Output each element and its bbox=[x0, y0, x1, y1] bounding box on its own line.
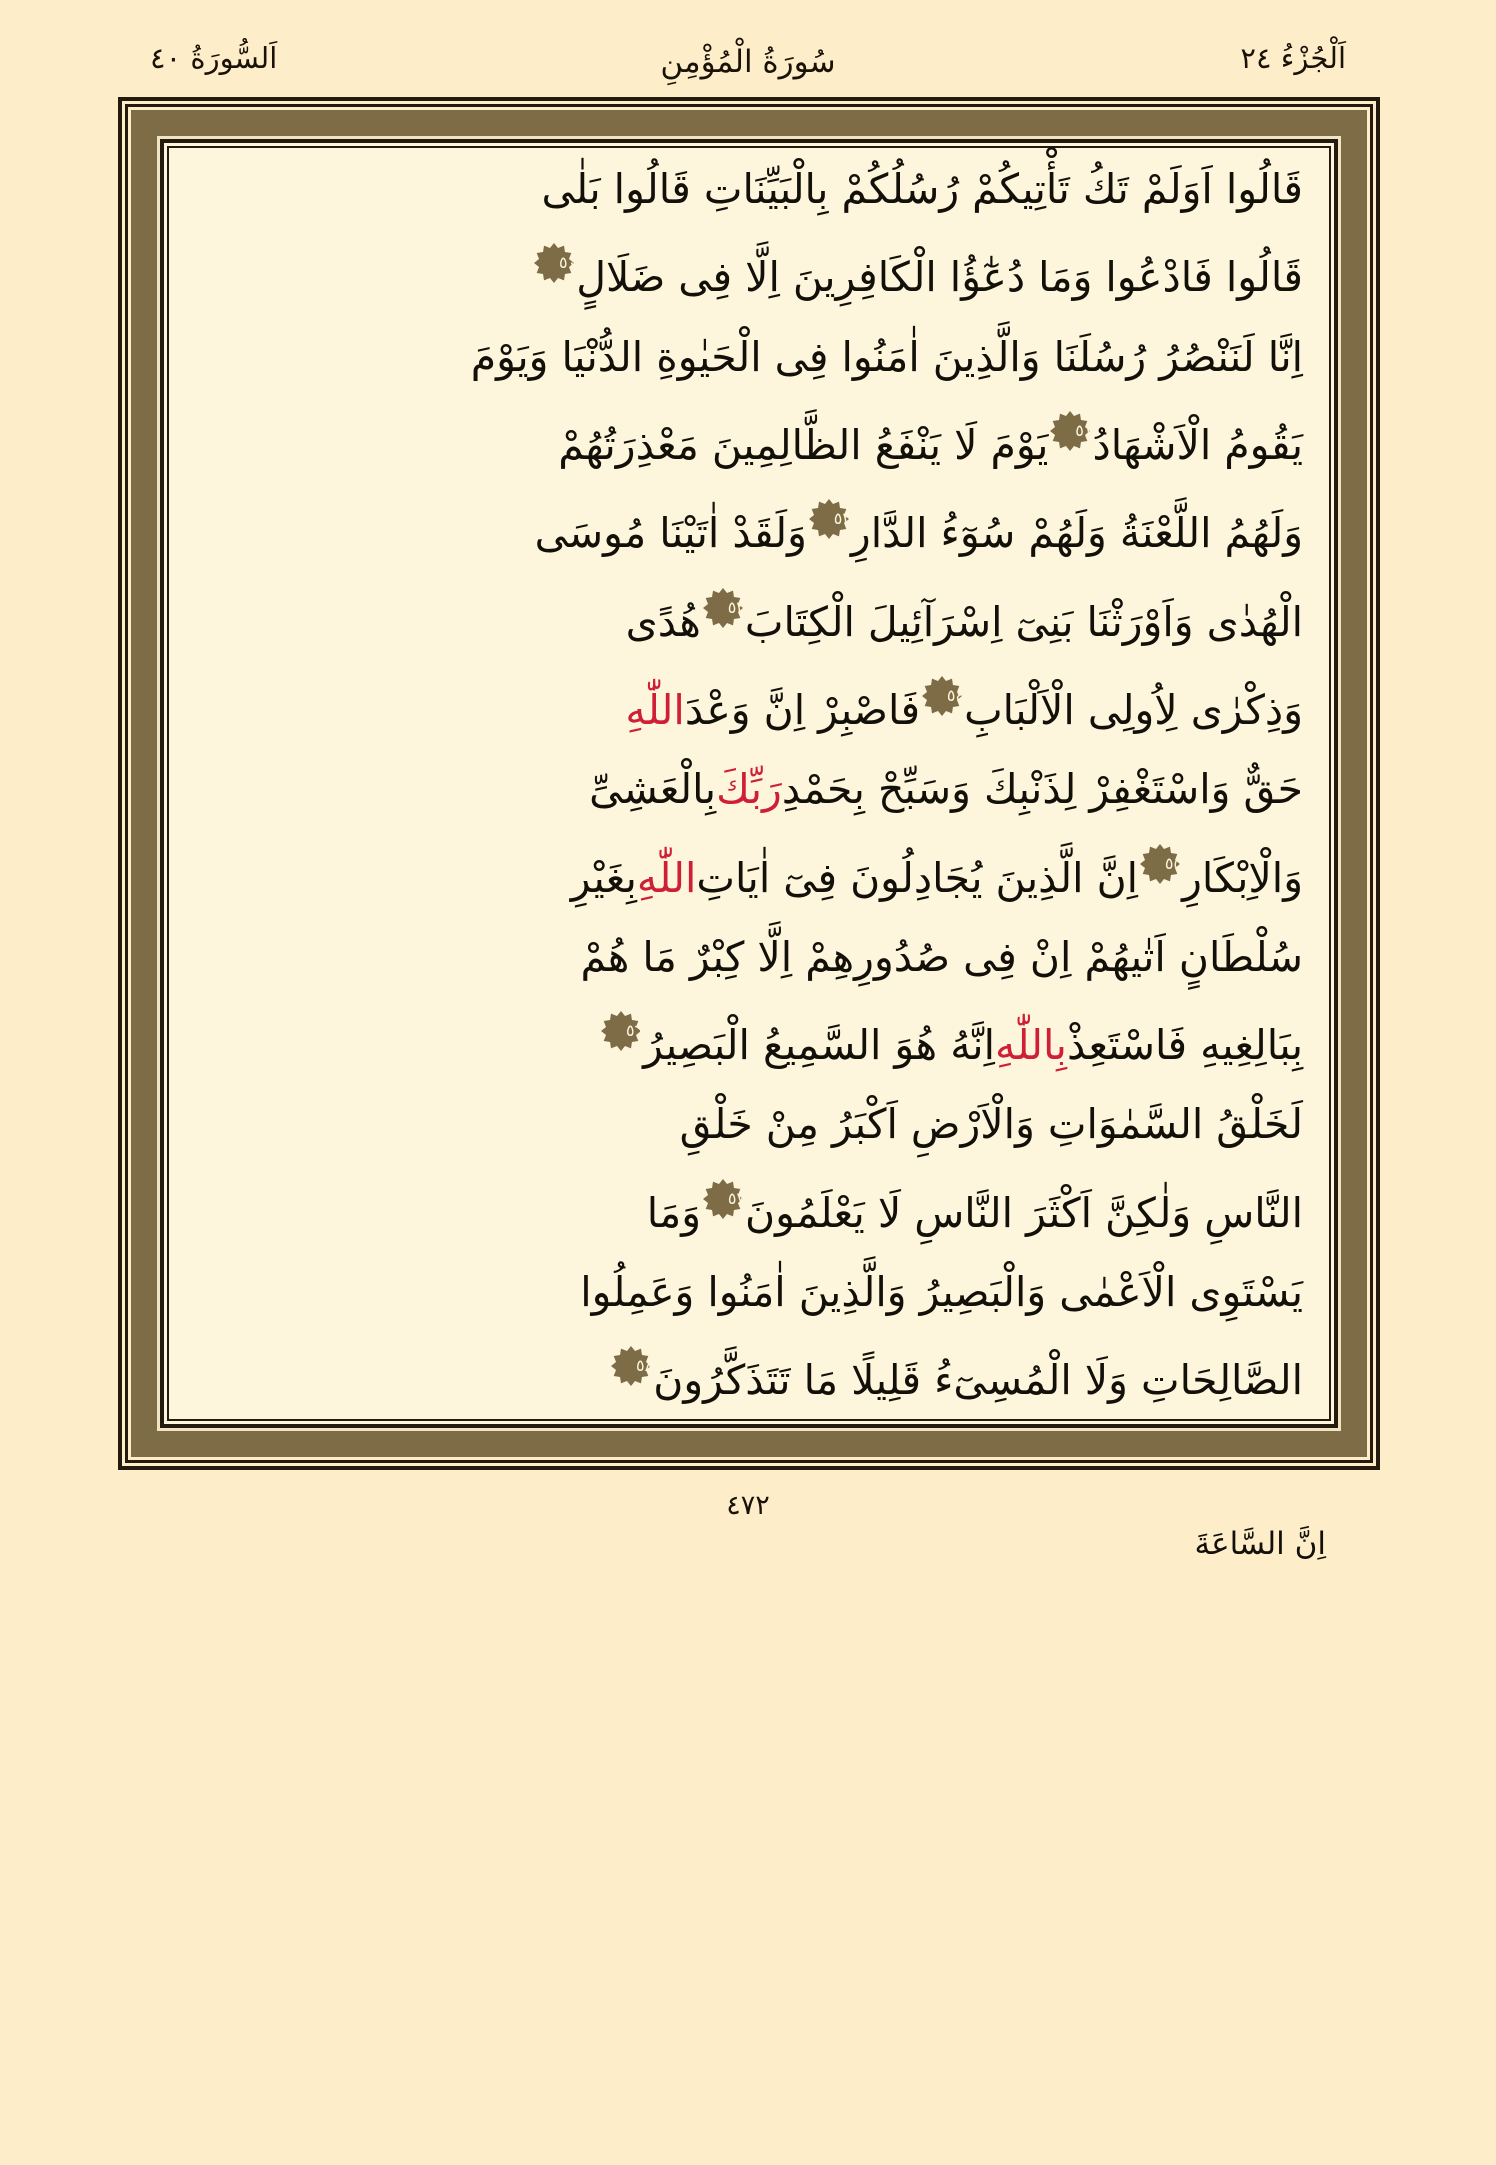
quran-text-segment: يَقُومُ الْاَشْهَادُ bbox=[1092, 420, 1303, 469]
ayah-number-marker bbox=[532, 247, 576, 291]
quran-line bbox=[195, 165, 1303, 213]
ayah-number-marker bbox=[1138, 848, 1182, 892]
quran-text-segment: قَالُوا فَادْعُوا وَمَا دُعٰٓؤُا الْكَافِرِينَ اِلَّا فِى ضَلَالٍ bbox=[576, 253, 1303, 302]
page-frame-band bbox=[131, 110, 1367, 1457]
ayah-number-text: ٥٨ bbox=[636, 1356, 654, 1376]
page-frame-highlight bbox=[157, 136, 1341, 1431]
quran-text-segment: اِنَّهُ هُوَ السَّمِيعُ الْبَصِيرُ bbox=[643, 1021, 995, 1070]
surah-number-label: اَلسُّورَةُ ٤٠ bbox=[150, 41, 278, 75]
quran-word-emphasis: بِاللّٰهِ bbox=[994, 1021, 1067, 1070]
quran-line bbox=[195, 765, 1303, 814]
quran-text-segment: قَالُوا اَوَلَمْ تَكُ تَأْتِيكُمْ رُسُلُكُمْ بِالْبَيِّنَاتِ قَالُوا بَلٰى bbox=[541, 165, 1303, 213]
quran-text-segment: بِبَالِغِيهِ فَاسْتَعِذْ bbox=[1066, 1021, 1303, 1070]
page-number: ٤٧٢ bbox=[726, 1490, 770, 1521]
quran-text-segment: لَخَلْقُ السَّمٰوَاتِ وَالْاَرْضِ اَكْبَرُ مِنْ خَلْقِ bbox=[679, 1100, 1303, 1149]
page-footer bbox=[150, 1490, 1346, 1610]
quran-text-segment: النَّاسِ وَلٰكِنَّ اَكْثَرَ النَّاسِ لَا يَعْلَمُونَ bbox=[745, 1188, 1303, 1237]
juz-label: اَلْجُزْءُ ٢٤ bbox=[1240, 41, 1346, 75]
quran-text-segment: بِالْعَشِىِّ bbox=[589, 765, 717, 814]
quran-text-segment: اِنَّا لَنَنْصُرُ رُسُلَنَا وَالَّذِينَ اٰمَنُوا فِى الْحَيٰوةِ الدُّنْيَا وَيَوْمَ bbox=[470, 332, 1303, 381]
quran-text-segment: فَاصْبِرْ اِنَّ وَعْدَ bbox=[684, 685, 921, 734]
surah-title: سُورَةُ الْمُؤْمِنِ bbox=[660, 44, 836, 80]
ayah-number-text: ٥٦ bbox=[625, 1021, 644, 1041]
ayah-number-marker bbox=[609, 1350, 653, 1394]
ayah-number-text: ٥٢ bbox=[833, 509, 851, 529]
quran-line bbox=[195, 1015, 1303, 1070]
quran-line bbox=[195, 415, 1303, 467]
ayah-number-marker bbox=[920, 680, 964, 724]
page-frame-outer bbox=[118, 97, 1380, 1470]
quran-text-segment: وَذِكْرٰى لِاُولِى الْاَلْبَابِ bbox=[964, 685, 1303, 734]
quran-text-segment: وَالْاِبْكَارِ bbox=[1182, 853, 1303, 902]
quran-line bbox=[195, 1100, 1303, 1149]
quran-text-area bbox=[189, 154, 1309, 1413]
page-frame-inner-2 bbox=[167, 146, 1331, 1421]
quran-line bbox=[195, 503, 1303, 558]
ayah-number-text: ٥٤ bbox=[946, 685, 965, 705]
quran-text-segment: سُلْطَانٍ اَتٰيهُمْ اِنْ فِى صُدُورِهِمْ اِلَّا كِبْرٌ مَا هُمْ bbox=[580, 932, 1303, 981]
quran-text-segment: الصَّالِحَاتِ وَلَا الْمُسِىٓءُ قَلِيلًا مَا تَتَذَكَّرُونَ bbox=[653, 1356, 1303, 1405]
quran-text-segment: وَلَقَدْ اٰتَيْنَا مُوسَى bbox=[534, 509, 807, 558]
quran-line bbox=[195, 1268, 1303, 1317]
page-frame-inner bbox=[160, 139, 1338, 1428]
quran-line bbox=[195, 848, 1303, 900]
quran-text-segment: يَوْمَ لَا يَنْفَعُ الظَّالِمِينَ مَعْذِرَتُهُمْ bbox=[558, 420, 1049, 469]
ayah-number-marker bbox=[701, 592, 745, 636]
quran-line bbox=[195, 332, 1303, 381]
quran-word-emphasis: اللّٰهِ bbox=[625, 685, 685, 734]
quran-text-segment: يَسْتَوِى الْاَعْمٰى وَالْبَصِيرُ وَالَّذِينَ اٰمَنُوا وَعَمِلُوا bbox=[580, 1268, 1303, 1317]
quran-line bbox=[195, 680, 1303, 732]
ayah-number-text: ٥١ bbox=[1075, 420, 1093, 440]
quran-line bbox=[195, 932, 1303, 981]
ayah-number-marker bbox=[807, 503, 851, 547]
quran-text-segment: بِغَيْرِ bbox=[570, 853, 637, 902]
quran-line bbox=[195, 1350, 1303, 1405]
quran-text-segment: وَمَا bbox=[646, 1188, 702, 1237]
page-header bbox=[150, 41, 1346, 98]
quran-line bbox=[195, 247, 1303, 302]
quran-line bbox=[195, 1183, 1303, 1235]
quran-text-segment: اِنَّ الَّذِينَ يُجَادِلُونَ فِىٓ اٰيَاتِ bbox=[696, 853, 1139, 902]
catchword: اِنَّ السَّاعَةَ bbox=[1194, 1526, 1326, 1562]
quran-word-emphasis: رَبِّكَ bbox=[716, 765, 782, 814]
ayah-number-text: ٥٥ bbox=[1164, 853, 1183, 873]
ayah-number-text: ٥٠ bbox=[559, 253, 577, 273]
ayah-number-marker bbox=[599, 1015, 643, 1059]
quran-text-segment: حَقٌّ وَاسْتَغْفِرْ لِذَنْبِكَ وَسَبِّحْ بِحَمْدِ bbox=[781, 765, 1303, 814]
ayah-number-marker bbox=[701, 1183, 745, 1227]
ayah-number-marker bbox=[1048, 415, 1092, 459]
ayah-number-text: ٥٣ bbox=[727, 597, 745, 617]
quran-text-segment: هُدًى bbox=[625, 597, 701, 646]
quran-text-segment: الْهُدٰى وَاَوْرَثْنَا بَنِىٓ اِسْرَآئِيلَ الْكِتَابَ bbox=[744, 597, 1303, 646]
ayah-number-text: ٥٧ bbox=[727, 1188, 746, 1208]
quran-word-emphasis: اللّٰهِ bbox=[636, 853, 697, 902]
quran-text-segment: وَلَهُمُ اللَّعْنَةُ وَلَهُمْ سُوٓءُ الدَّارِ bbox=[850, 509, 1303, 558]
quran-line bbox=[195, 592, 1303, 644]
page-frame-gap bbox=[125, 104, 1373, 1463]
